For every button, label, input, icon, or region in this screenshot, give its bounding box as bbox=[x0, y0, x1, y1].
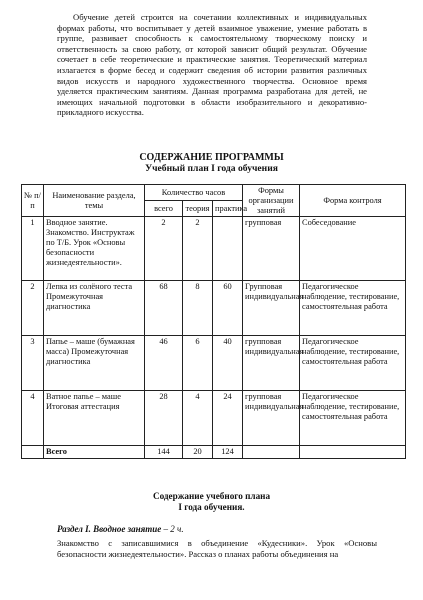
row-total: 68 bbox=[145, 281, 183, 336]
content-heading: Содержание учебного плана bbox=[152, 491, 271, 501]
section-hours: – 2 ч. bbox=[161, 524, 184, 534]
row-form: групповая индивидуальная bbox=[243, 336, 300, 391]
row-control: Педагогическое наблюдение, тестирование, самостоятельная работа bbox=[300, 391, 406, 446]
row-total: 2 bbox=[145, 217, 183, 281]
intro-paragraph: Обучение детей строится на сочетании коллективных и индивидуальных формах работы, что воспитывает у детей взаимное уважение, умение работать в группе, развивает способность к самостоятельному творческому поиску и ответственность за свою работу, от которой зависит общий результат. Обучение сочетает в себе теоретические и практические занятия. Теоретический материал излагается в форме бесед и содержит сведения об истории развития различных видов искусств и народного художественного творчества. Основное время уделяется практическим занятиям. Данная программа разработана для детей, не имеющих начальной подготовки в области изобразительного и декоративно-прикладного искусства. bbox=[57, 12, 367, 118]
section-heading bbox=[57, 524, 377, 535]
program-heading: СОДЕРЖАНИЕ ПРОГРАММЫ bbox=[139, 152, 284, 163]
row-control: Педагогическое наблюдение, тестирование, самостоятельная работа bbox=[300, 281, 406, 336]
table-header-row bbox=[22, 185, 406, 201]
total-practice: 124 bbox=[213, 446, 243, 459]
header-theory: теория bbox=[183, 201, 213, 217]
row-name: Вводное занятие. Знакомство. Инструктаж по Т/Б. Урок «Основы безопасности жизнедеятельности». bbox=[44, 217, 145, 281]
row-theory: 8 bbox=[183, 281, 213, 336]
row-practice: 60 bbox=[213, 281, 243, 336]
row-name: Лепка из солёного теста Промежуточная диагностика bbox=[44, 281, 145, 336]
row-name: Папье – маше (бумажная масса) Промежуточная диагностика bbox=[44, 336, 145, 391]
row-total: 46 bbox=[145, 336, 183, 391]
section-title: Раздел I. Вводное занятие bbox=[57, 524, 162, 534]
header-name: Наименование раздела, темы bbox=[44, 185, 145, 217]
total-hours: 144 bbox=[145, 446, 183, 459]
row-num: 4 bbox=[22, 391, 44, 446]
row-control: Собеседование bbox=[300, 217, 406, 281]
total-label: Всего bbox=[44, 446, 145, 459]
row-practice: 24 bbox=[213, 391, 243, 446]
total-empty-cell bbox=[243, 446, 300, 459]
row-theory: 4 bbox=[183, 391, 213, 446]
header-forms: Формы организации занятий bbox=[243, 185, 300, 217]
row-theory: 2 bbox=[183, 217, 213, 281]
row-practice: 40 bbox=[213, 336, 243, 391]
curriculum-table bbox=[21, 184, 406, 459]
total-theory: 20 bbox=[183, 446, 213, 459]
table-row bbox=[22, 281, 406, 336]
row-form: групповая индивидуальная bbox=[243, 391, 300, 446]
header-hours: Количество часов bbox=[145, 185, 243, 201]
row-practice bbox=[213, 217, 243, 281]
row-control: Педагогическое наблюдение, тестирование, самостоятельная работа bbox=[300, 336, 406, 391]
row-num: 3 bbox=[22, 336, 44, 391]
year-heading: I года обучения. bbox=[178, 502, 245, 512]
table-row bbox=[22, 217, 406, 281]
total-empty-cell bbox=[22, 446, 44, 459]
header-practice: практика bbox=[213, 201, 243, 217]
row-form: Групповая индивидуальная bbox=[243, 281, 300, 336]
table-row bbox=[22, 391, 406, 446]
row-form: групповая bbox=[243, 217, 300, 281]
row-num: 1 bbox=[22, 217, 44, 281]
header-num: № п/п bbox=[22, 185, 44, 217]
plan-heading: Учебный план I года обучения bbox=[145, 163, 278, 174]
header-total: всего bbox=[145, 201, 183, 217]
row-num: 2 bbox=[22, 281, 44, 336]
row-name: Ватное папье – маше Итоговая аттестация bbox=[44, 391, 145, 446]
table-total-row bbox=[22, 446, 406, 459]
table-row bbox=[22, 336, 406, 391]
row-total: 28 bbox=[145, 391, 183, 446]
section-text: Знакомство с записавшимися в объединение «Кудесники». Урок «Основы безопасности жизнедеятельности». Рассказ о планах работы объединения на bbox=[57, 538, 377, 559]
row-theory: 6 bbox=[183, 336, 213, 391]
total-empty-cell bbox=[300, 446, 406, 459]
header-control: Форма контроля bbox=[300, 185, 406, 217]
